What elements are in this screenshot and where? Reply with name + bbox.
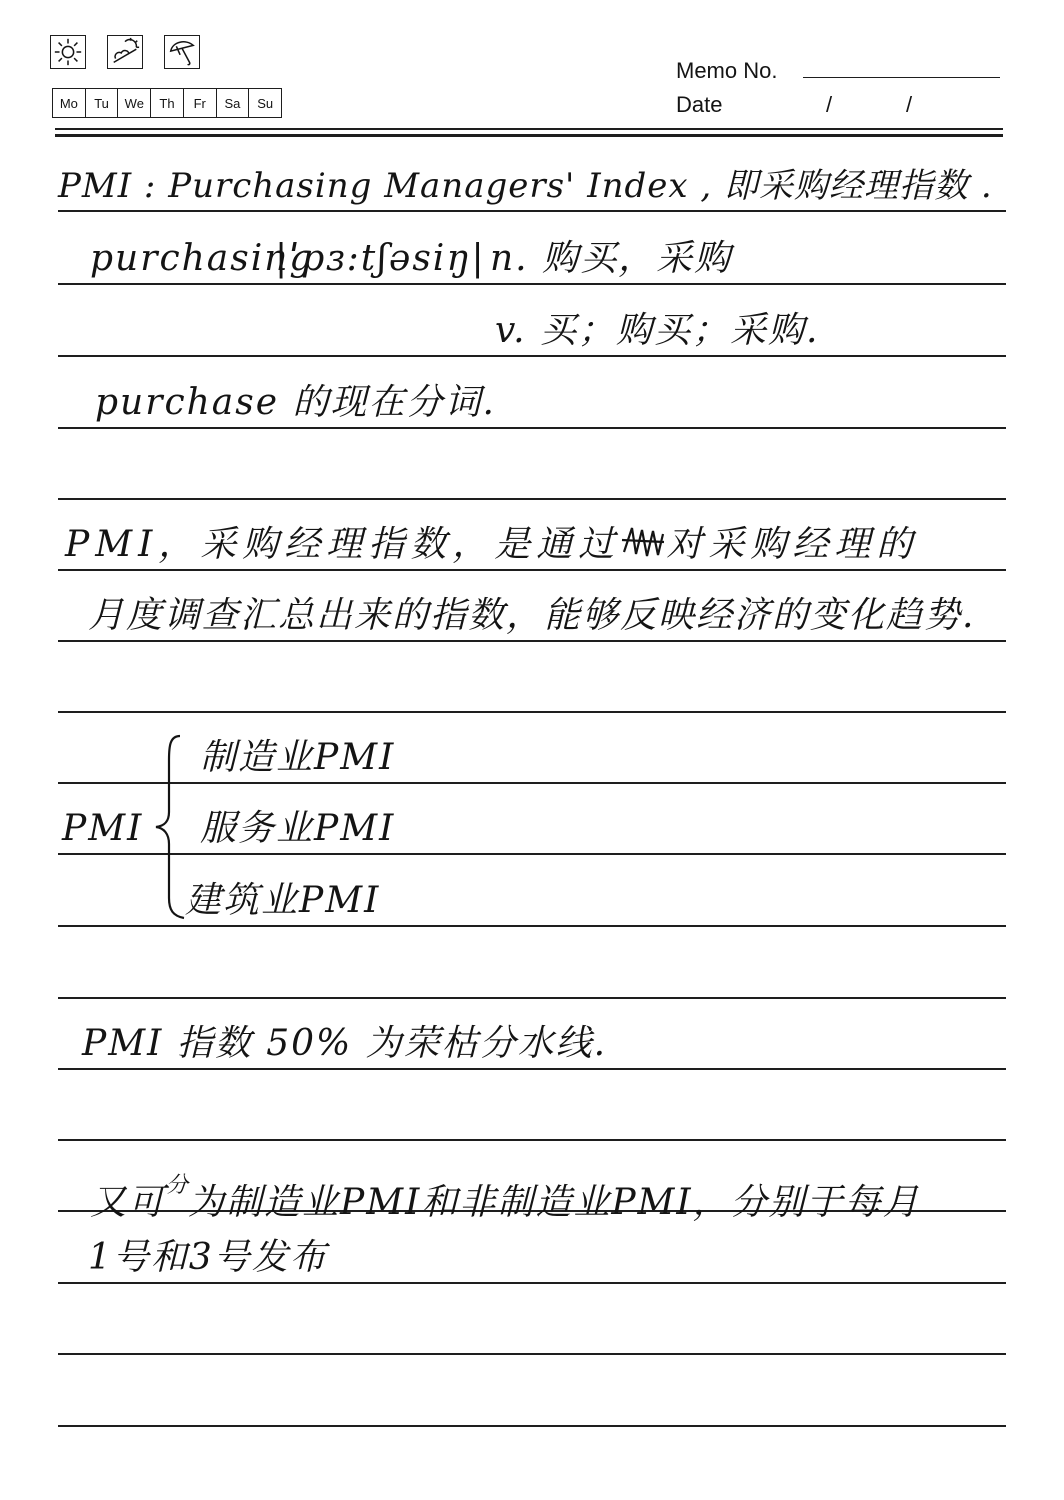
ruled-line <box>58 1139 1006 1141</box>
note-line-release-dates: 1号和3号发布 <box>88 1237 328 1278</box>
ruled-line <box>58 1068 1006 1070</box>
ruled-line <box>58 210 1006 212</box>
ruled-line <box>58 853 1006 855</box>
ruled-line <box>58 640 1006 642</box>
note-line-pmi-definition: PMI : Purchasing Managers' Index , 即采购经理指数 . <box>58 166 993 206</box>
partly-cloudy-icon <box>107 35 143 69</box>
ruled-line <box>58 782 1006 784</box>
ruled-line <box>58 711 1006 713</box>
note-line-release-schedule <box>90 1162 921 1227</box>
weekday-th: Th <box>151 89 184 117</box>
strikethrough-scribble <box>620 522 666 562</box>
note-noun-meaning: n. 购买，采购 <box>490 238 733 279</box>
weekday-selector <box>52 88 282 118</box>
ruled-line <box>58 1353 1006 1355</box>
note-text-segment: PMI，采购经理指数，是通过 <box>65 524 621 565</box>
ruled-line <box>58 1425 1006 1427</box>
ruled-line <box>58 997 1006 999</box>
header-divider-thin <box>55 128 1003 130</box>
pmi-type-manufacturing: 制造业PMI <box>200 737 396 778</box>
header-divider-thick <box>55 134 1003 137</box>
weekday-su: Su <box>257 95 274 111</box>
ruled-line <box>58 283 1006 285</box>
ruled-line <box>58 355 1006 357</box>
pmi-type-construction: 建筑业PMI <box>185 880 381 921</box>
inserted-character: 分 <box>166 1173 189 1198</box>
note-word-purchasing: purchasing <box>90 238 315 279</box>
date-separator-2: / <box>906 92 913 117</box>
note-verb-meaning: v. 买；购买；采购. <box>495 310 820 351</box>
umbrella-icon <box>164 35 200 69</box>
sun-icon <box>50 35 86 69</box>
ruled-line <box>58 427 1006 429</box>
ruled-line <box>58 1282 1006 1284</box>
note-text-segment: 为制造业PMI和非制造业PMI，分别于每月 <box>188 1182 921 1223</box>
brace-label-pmi: PMI <box>62 808 144 849</box>
note-line-pmi-explanation <box>65 521 918 569</box>
date-separator-1: / <box>826 92 833 117</box>
ruled-line <box>58 498 1006 500</box>
note-line-threshold: PMI 指数 50% 为荣枯分水线. <box>82 1023 608 1064</box>
note-line-present-participle: purchase 的现在分词. <box>95 382 496 423</box>
note-text-segment: 又可 <box>90 1182 167 1223</box>
ruled-line <box>58 925 1006 927</box>
note-line-monthly-survey: 月度调查汇总出来的指数，能够反映经济的变化趋势. <box>88 595 976 636</box>
note-text-segment: 对采购经理的 <box>666 524 919 565</box>
pmi-type-services: 服务业PMI <box>200 808 396 849</box>
curly-brace <box>150 730 190 922</box>
ruled-line <box>58 569 1006 571</box>
weekday-sa: Sa <box>217 89 250 117</box>
weekday-tu: Tu <box>86 89 119 117</box>
memo-number-underline <box>803 77 1000 78</box>
weekday-fr: Fr <box>184 89 217 117</box>
weekday-we: We <box>118 89 151 117</box>
date-label: Date <box>676 92 723 117</box>
weekday-mo: Mo <box>53 89 86 117</box>
memo-number-label: Memo No. <box>676 58 778 83</box>
note-phonetic: |ˈpɜ:tʃəsiŋ| <box>275 238 486 279</box>
